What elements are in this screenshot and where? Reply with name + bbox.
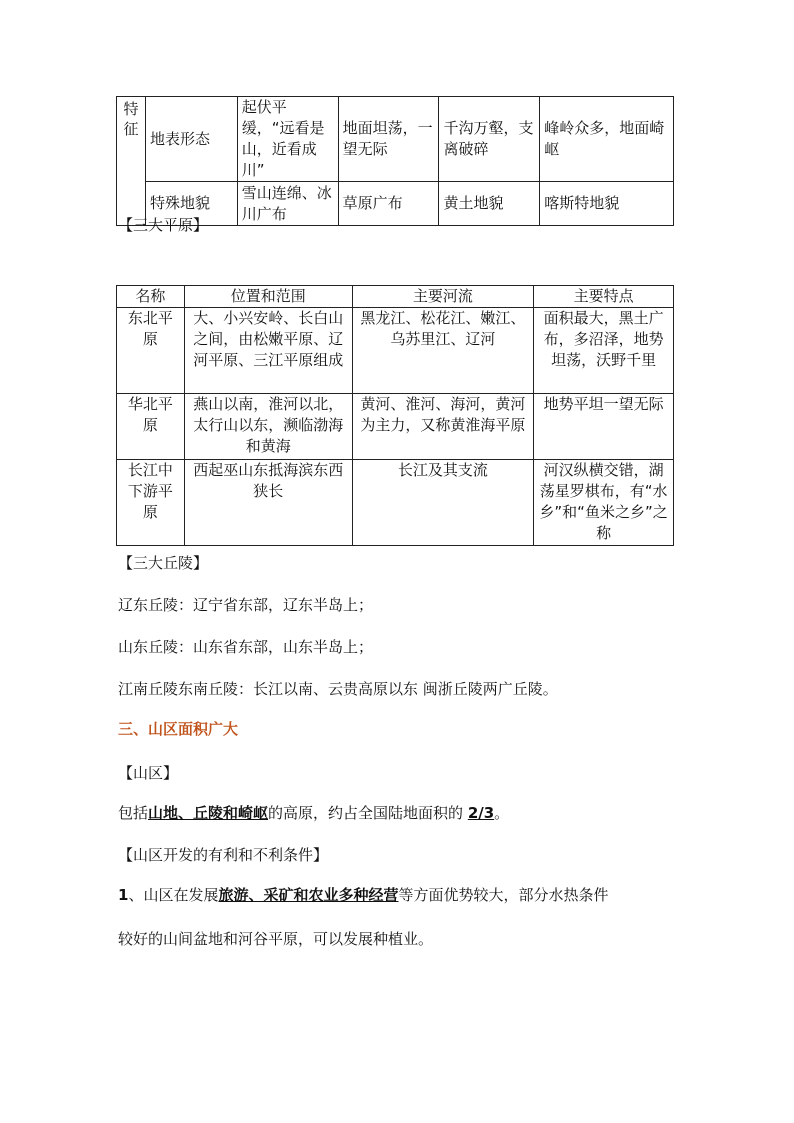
mountain-paragraph	[118, 802, 509, 824]
text: 的高原，约占全国陆地面积的	[268, 804, 468, 822]
table-cell: 千沟万壑，支离破碎	[439, 97, 540, 182]
table-cell: 大、小兴安岭、长白山之间，由松嫩平原、辽河平原、三江平原组成	[184, 308, 352, 394]
point-number: 1	[118, 886, 129, 904]
table-cell: 长江及其支流	[352, 460, 534, 546]
table-cell: 雪山连绵、冰川广布	[237, 182, 338, 226]
table-cell: 西起巫山东抵海滨东西狭长	[184, 460, 352, 546]
table-cell: 华北平原	[117, 394, 185, 460]
table-cell: 河汉纵横交错，湖荡星罗棋布，有“水乡”和“鱼米之乡”之称	[534, 460, 674, 546]
plains-table	[116, 285, 674, 546]
hills-line: 江南丘陵东南丘陵：长江以南、云贵高原以东 闽浙丘陵两广丘陵。	[118, 680, 558, 698]
table-cell: 起伏平缓，“远看是山，近看成川”	[237, 97, 338, 182]
row-label: 地表形态	[145, 97, 237, 182]
table-header: 位置和范围	[184, 286, 352, 308]
point-1-continued: 较好的山间盆地和河谷平原，可以发展种植业。	[118, 930, 434, 948]
emphasis-text: 旅游、采矿和农业多种经营	[218, 886, 399, 904]
table-header: 主要特点	[534, 286, 674, 308]
table-cell: 面积最大，黑土广布，多沼泽，地势坦荡，沃野千里	[534, 308, 674, 394]
fraction-value: 2/3	[467, 804, 495, 822]
table-header: 主要河流	[352, 286, 534, 308]
point-1	[118, 884, 608, 906]
table-cell: 燕山以南，淮河以北，太行山以东，濒临渤海和黄海	[184, 394, 352, 460]
emphasis-text: 山地、丘陵和崎岖	[148, 804, 269, 822]
table-cell: 地势平坦一望无际	[534, 394, 674, 460]
text: 等方面优势较大，部分水热条件	[398, 886, 609, 904]
section-plains-title: 【三大平原】	[118, 216, 209, 234]
hills-line: 山东丘陵：山东省东部，山东半岛上；	[118, 638, 374, 656]
table-header: 名称	[117, 286, 185, 308]
table-cell: 峰岭众多，地面崎岖	[540, 97, 674, 182]
section-mountain-title: 【山区】	[118, 764, 179, 782]
table-cell: 喀斯特地貌	[540, 182, 674, 226]
table-cell: 草原广布	[338, 182, 439, 226]
section-hills-title: 【三大丘陵】	[118, 554, 209, 572]
table-cell: 黑龙江、松花江、嫩江、乌苏里江、辽河	[352, 308, 534, 394]
section-conditions-title: 【山区开发的有利和不利条件】	[118, 846, 329, 864]
text: 、山区在发展	[128, 886, 219, 904]
row-label: 特殊地貌	[145, 182, 237, 226]
text: 包括	[118, 804, 149, 822]
section-heading: 三、山区面积广大	[118, 720, 239, 738]
table-cell: 地面坦荡，一望无际	[338, 97, 439, 182]
table-cell: 黄河、淮河、海河，黄河为主力，又称黄淮海平原	[352, 394, 534, 460]
table-cell: 东北平原	[117, 308, 185, 394]
group-cell: 特征	[117, 97, 146, 226]
hills-line: 辽东丘陵：辽宁省东部，辽东半岛上；	[118, 596, 374, 614]
text: 。	[494, 804, 510, 822]
landform-table	[116, 96, 674, 226]
table-cell: 长江中下游平原	[117, 460, 185, 546]
table-cell: 黄土地貌	[439, 182, 540, 226]
